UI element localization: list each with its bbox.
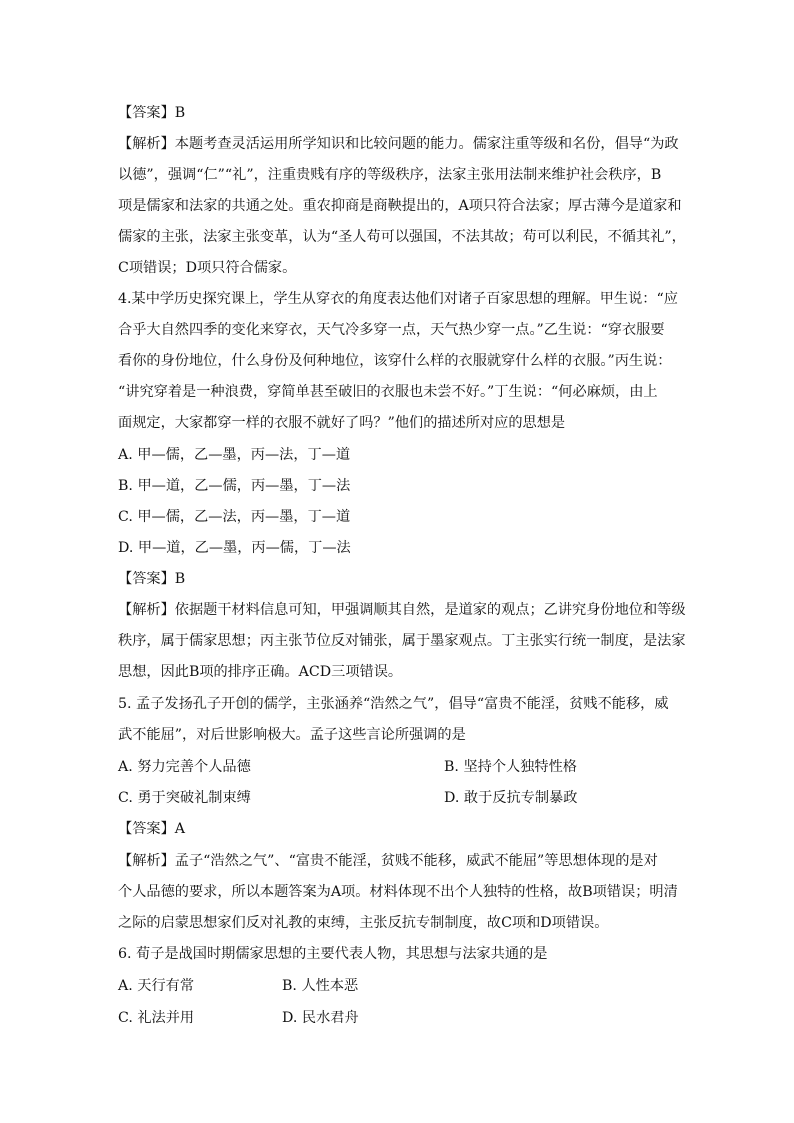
q5-analysis-line: 【解析】孟子“浩然之气”、“富贵不能淫，贫贱不能移，威武不能屈”等思想体现的是对	[118, 853, 658, 869]
q3-analysis-line: 【解析】本题考查灵活运用所学知识和比较问题的能力。儒家注重等级和名份，倡导“为政	[118, 136, 679, 152]
q5-analysis-line: 个人品德的要求，所以本题答案为A项。材料体现不出个人独特的性格，故B项错误；明清	[118, 884, 678, 900]
q6-option-a: A. 天行有常	[118, 978, 195, 994]
q4-stem-line: 看你的身份地位，什么身份及何种地位，该穿什么样的衣服就穿什么样的衣服。”丙生说：	[118, 353, 672, 369]
q3-analysis-line: 项是儒家和法家的共通之处。重农抑商是商鞅提出的，A项只符合法家；厚古薄今是道家和	[118, 198, 682, 214]
q5-option-a: A. 努力完善个人品德	[118, 759, 251, 775]
q4-analysis-line: 【解析】依据题干材料信息可知，甲强调顺其自然，是道家的观点；乙讲究身份地位和等级	[118, 602, 686, 618]
q5-option-b: B. 坚持个人独特性格	[444, 759, 577, 775]
q3-answer: 【答案】B	[118, 105, 186, 121]
q3-analysis-line: 儒家的主张，法家主张变革，认为“圣人苟可以强国，不法其故；苟可以利民，不循其礼”，	[118, 229, 686, 245]
q5-answer: 【答案】A	[118, 821, 185, 837]
q4-option-a: A. 甲—儒，乙—墨，丙—法，丁—道	[118, 447, 351, 463]
q6-stem: 6. 荀子是战国时期儒家思想的主要代表人物，其思想与法家共通的是	[118, 946, 548, 962]
q3-analysis-line: 以德”，强调“仁”“礼”，注重贵贱有序的等级秩序，法家主张用法制来维护社会秩序，B	[118, 167, 662, 183]
q5-option-c: C. 勇于突破礼制束缚	[118, 790, 251, 806]
q4-stem-line: “讲究穿着是一种浪费，穿简单甚至破旧的衣服也未尝不好。”丁生说：“何必麻烦，由上	[118, 384, 658, 400]
q4-option-b: B. 甲—道，乙—儒，丙—墨，丁—法	[118, 478, 351, 494]
q4-stem-line: 面规定，大家都穿一样的衣服不就好了吗？”他们的描述所对应的思想是	[118, 415, 566, 431]
q3-analysis-line: C项错误；D项只符合儒家。	[118, 260, 297, 276]
q6-option-c: C. 礼法并用	[118, 1010, 195, 1026]
q5-analysis-line: 之际的启蒙思想家们反对礼教的束缚，主张反抗专制制度，故C项和D项错误。	[118, 915, 609, 931]
q4-answer: 【答案】B	[118, 571, 186, 587]
q4-option-d: D. 甲—道，乙—墨，丙—儒，丁—法	[118, 540, 351, 556]
q5-stem-line: 武不能屈”，对后世影响极大。孟子这些言论所强调的是	[118, 727, 466, 743]
q6-option-d: D. 民水君舟	[282, 1010, 359, 1026]
q4-option-c: C. 甲—儒，乙—法，丙—墨，丁—道	[118, 509, 351, 525]
q4-analysis-line: 秩序，属于儒家思想；丙主张节位反对铺张，属于墨家观点。丁主张实行统一制度，是法家	[118, 633, 686, 649]
q4-stem-line: 合乎大自然四季的变化来穿衣，天气冷多穿一点，天气热少穿一点。”乙生说：“穿衣服要	[118, 322, 665, 338]
q5-stem-line: 5. 孟子发扬孔子开创的儒学，主张涵养“浩然之气”，倡导“富贵不能淫，贫贱不能移，威	[118, 696, 669, 712]
q5-option-d: D. 敢于反抗专制暴政	[444, 790, 578, 806]
q4-analysis-line: 思想，因此B项的排序正确。ACD三项错误。	[118, 664, 403, 680]
q4-stem-line: 4.某中学历史探究课上，学生从穿衣的角度表达他们对诸子百家思想的理解。甲生说：“应	[118, 291, 678, 307]
q6-option-b: B. 人性本恶	[282, 978, 359, 994]
